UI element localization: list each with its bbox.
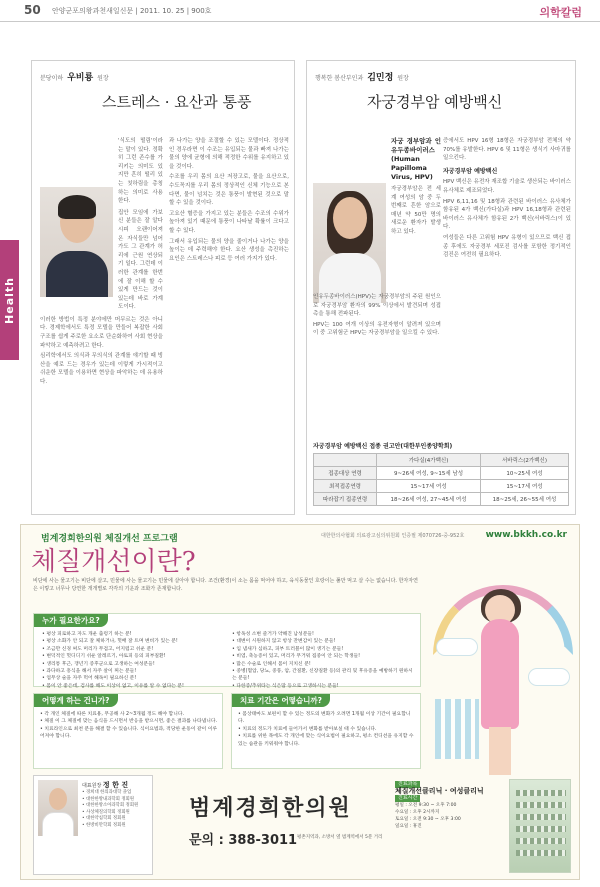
program-title: 범계경희한의원 체질개선 프로그램 <box>41 534 178 544</box>
list-item: • 대한한방내과학회 정회원 <box>82 796 135 802</box>
hours-line: 수요일 : 오후 2시까지 <box>395 810 440 815</box>
clinic-logo-block <box>159 783 389 865</box>
ad-registration: 대한한의사협회 의료광고심의위원회 인증필 제070726-중-952호 <box>321 533 465 539</box>
list-item: • 평상 피로하고 자도 개운 출렁기 하는 분! <box>42 632 132 637</box>
list-item: • 과다하고 흥식을 해서 자주 살이 찌는 분들! <box>42 669 137 675</box>
paragraph: 인유두종바이러스(HPV)는 자궁경부암의 주된 원인으로 자궁경부암 환자의 99% 이상에서 발견되며 성접촉을 통해 전파된다. <box>313 294 441 318</box>
list-item: • 비염, 축농증이 있고, 머리가 무거워 집중이 안 되는 학생들! <box>232 654 361 660</box>
box-heading: 어떻게 하는 건니가? <box>34 694 118 707</box>
hours-label: 진료과목 <box>395 781 420 788</box>
table-row: 최적접종연령 15~17세 여성 15~17세 여성 <box>314 480 569 493</box>
paragraph: '식도의 떨림'이라는 말이 있다. 정확히 그런 존수를 가리키는 의미도 있지만 흔히 떨리 있는 칫하림을 총칭하는 의미로 사용한다. <box>118 138 163 205</box>
who-list-left <box>42 631 220 690</box>
period-list <box>238 711 416 748</box>
box-heading: 누가 필요한가요? <box>34 614 108 627</box>
vaccine-table <box>313 441 569 506</box>
paragraph: 여성들은 다른 고위험 HPV 유형이 있으므로 백신 접종 후에도 자궁경부 세포진 검사를 포함한 정기적인 검진은 여전히 필요하다. <box>443 234 571 259</box>
clinic-hours <box>395 781 505 873</box>
list-item: • 경희대 한의과대학 졸업 <box>82 790 132 795</box>
list-item: • 한방비만학회 정회원 <box>82 822 126 828</box>
how-box <box>33 693 223 769</box>
list-item: • 많은 수술로 인해서 몸이 지치신 분! <box>232 661 311 667</box>
how-list <box>40 711 218 741</box>
health-side-tab <box>0 240 19 360</box>
paragraph: 과 나가는 양을 조절할 수 있는 모델이다. 정상적인 경우라면 이 수조는 유입되는 물과 빠져 나가는 물의 양에 균형에 의해 적정한 수위를 유지하고 있을 것이다. <box>169 138 289 170</box>
article-stress-gout <box>31 60 295 515</box>
list-item: • 다한증/추위타는 식은땀 등으로 고생하시는 분들! <box>232 683 339 689</box>
list-item: • 대변이 시원하지 않고 항상 잔변감이 있는 분들! <box>232 639 336 645</box>
paragraph: 그래서 유입되는 물의 양을 줄이거나 나가는 양을 높이는 데 주력해야 한다. 요산 생성을 촉진하는 요인은 스트레스나 피로 등 여러 가지가 있다. <box>169 238 289 262</box>
paragraph: 집안 모임에 가보신 분들은 잘 알다시피 오랜이어져 온 자식들만 넘어가도 그 관계가 허리에 근원 연상되기 일다. 그런데 이러한 관계를 한번에 잘 이해 할 수 있게 만드는 것이 있는데 바로 가계도이다. <box>118 209 163 311</box>
clinic-phone[interactable]: 문의 : 388-3011 <box>189 833 298 848</box>
byline: 분당이하 우비룡 원장 <box>40 73 109 83</box>
section-title: 의학칼럼 <box>539 6 582 19</box>
page-header <box>0 0 600 22</box>
list-item: • 조금만 신경 써도 머리가 무겁고, 어지럽고 쉬운 분! <box>42 646 154 652</box>
ad-headline: 체질개선이란? <box>31 547 196 577</box>
paragraph: 심리학에서도 의식과 무의식의 관계를 얘기할 때 빙산을 예로 드는 경우가 있는데 이렇게 가시적이고 쉬운한 모델을 이용하면 현상을 파악하는 데 유용하다. <box>40 353 163 386</box>
paragraph: HPV는 100 여개 이상의 유전자형이 알려져 있으며 이 중 고위험군 HPV는 자궁경부암을 일으킬 수 있다. <box>313 321 441 337</box>
article-column-right <box>443 137 571 437</box>
box-heading: 치료 기간은 어떻습니까? <box>232 694 330 707</box>
article-title: 스트레스 · 요산과 통풍 <box>102 93 252 111</box>
hours-line: 토요일 : 오전 9:30 ~ 오후 3:00 <box>395 817 461 822</box>
hours-line: 평일 : 오전 9:30 ~ 오후 7:00 <box>395 803 457 808</box>
sub-heading: 자궁경부암 예방백신 <box>443 167 498 175</box>
list-item: • 항독성 소변 즐거가 약해진 남성분들! <box>232 632 314 637</box>
who-list-right <box>232 631 416 690</box>
doctor-name: 대표원장 정 한 진 <box>82 781 129 789</box>
paragraph: 이러한 방법이 특정 분야에만 머무르는 것은 아니다. 경제학에서도 특정 모델을 만들어 복잡한 사회 구조를 쉽게 주로한 요소로 단순화하여 사회 현상을 파악하고 예측하려고 한다. <box>40 316 163 349</box>
paragraph: 고요산 혈증을 가지고 있는 분들은 수조의 수위가 높아져 있기 때문에 통풍이 나타날 확률이 크다고 할 수 있다. <box>169 210 289 234</box>
list-item: • 업무상 술을 자주 먹어 해독이 필요하신 분! <box>42 676 137 682</box>
list-item: • 각 개인 체질에 따른 치료용, 무공해 사 2~3개월 정도 해야 합니다. <box>40 712 184 717</box>
list-item: • 몸상태마도 보편이 할 수 있는 정도의 변화가 오려면 1개월 이상 기간이 필요합니다. <box>238 712 411 725</box>
doctor-profile <box>33 775 153 875</box>
doctor-photo <box>38 780 78 836</box>
article-column-right <box>169 137 289 512</box>
hours-title: 진료시간 <box>395 795 420 802</box>
hours-line: 일요일 : 휴진 <box>395 824 422 829</box>
clinic-name: 범계경희한의원 <box>189 795 352 821</box>
table-caption: 자궁경부암 예방백신 접종 권고안(대한부인종양학회) <box>313 443 453 450</box>
list-item: • 대한약침학회 정회원 <box>82 816 126 822</box>
decorative-bars <box>435 699 479 759</box>
cloud-graphic <box>437 639 477 655</box>
lead-heading: 자궁 경부암과 인유두종바이러스(Human Papilloma Virus, HPV) <box>391 137 441 181</box>
author-name: 우비룡 <box>67 73 94 83</box>
page-number: 50 <box>24 3 41 17</box>
table-row: 접종대상 연령 9~26세 여성, 9~15세 남성 10~25세 여성 <box>314 467 569 480</box>
list-item: • 변덕적인 헛디디기 쉬운 알레르기, 아토피 등의 피부질환! <box>42 654 166 660</box>
list-item: • 입 냄새가 심하고, 피부 트러블이 많이 생기는 분들! <box>232 646 344 652</box>
list-item: • 치료의 정도가 치료에 들어가서 변화를 받아보실 때 수 있습니다. <box>238 726 377 732</box>
list-item: • 치료라인으로 최천 분을 해결 할 수 있습니다. 식이요법과, 적당한 운동이 같이 이루어져야 합니다. <box>40 726 218 740</box>
period-box <box>231 693 421 769</box>
cloud-graphic <box>529 669 569 685</box>
vaccine-schedule-table <box>313 453 569 506</box>
clinic-advertisement <box>20 524 580 880</box>
article-column-left <box>313 137 441 437</box>
paragraph: HPV 백신은 유전자 재조합 기술로 생산되는 바이러스 유사체로 제조되었다. <box>443 179 571 194</box>
list-item: • 몸이 안 좋은데, 검사를 해도 이상이 없고, 이유를 알 수 없다는 분! <box>42 683 184 689</box>
paragraph: 자궁경부암은 전 세계 여성의 암 중 두 번째로 흔한 암으로 매년 약 50만 명의 새로운 환자가 발생하고 있다. <box>391 186 441 235</box>
paragraph: 수조를 우리 몸의 요산 저장고로, 물을 요산으로, 수도꼭지를 우리 몸의 정상적인 신체 기능으로 본다면, 물이 넘치는 것은 통풍이 발현된 것으로 말할 수 있을 것이다. <box>169 174 289 207</box>
list-item: • 중병(혈압, 당뇨, 중풍, 암, 간질환, 신장질환 등)의 관리 및 후유증을 예방하기 원하시는 분들! <box>232 669 413 682</box>
article-title: 자궁경부암 예방백신 <box>367 93 503 111</box>
byline: 행복한 봄산부인과 김민정 원장 <box>315 73 409 83</box>
side-tab-label: Health <box>3 276 17 324</box>
list-item: • 사상체질의학회 정회원 <box>82 809 130 815</box>
table-header-row: 가다실(4가백신) 서바릭스(2가백신) <box>314 454 569 467</box>
list-item: • 체질 이 그 체질에 맞는 음식을 드시면서 반응을 받으시면, 좋은 결과를 나타냅니다. <box>40 719 218 725</box>
table-row: 따라잡기 접종연령 18~26세 여성, 27~45세 여성 18~25세, 26~55세 여성 <box>314 493 569 506</box>
who-needs-box <box>33 613 421 687</box>
list-item: • 대한한방소아과학회 정회원 <box>82 803 139 809</box>
author-name: 김민정 <box>367 73 394 83</box>
paragraph: HPV 6,11,16 및 18형과 관련된 바이러스 유사체가 함유된 4가 백신(가다실)과 HPV 16,18형과 관련된 바이러스 유사체가 함유된 2가 백신(서바릭스)이 있다. <box>443 198 571 231</box>
article-column-left <box>40 137 163 512</box>
paragraph: 증에서도 HPV 16형 18형은 자궁경부암 전체의 약 70%를 유발한다. HPV 6 및 11형은 생식기 사마귀를 일으킨다. <box>443 138 571 162</box>
clinic-building-photo <box>509 779 571 873</box>
clinic-address: 평촌지역과, 소방서 옆 범계역에서 5분 거리 <box>297 835 383 840</box>
clinic-url[interactable]: www.bkkh.co.kr <box>485 530 567 540</box>
illustration <box>429 579 577 789</box>
paper-info: 안양군포의왕과천새일신문 | 2011. 10. 25 | 900호 <box>52 7 212 15</box>
list-item: • 평상 소화가 안 되고 잘 체하거나, 헛배 잘 트며 변비가 있는 분! <box>42 639 178 645</box>
list-item: • 생리통 후근, 갱년기 증후군으로 고생하는 여성분들! <box>42 661 155 667</box>
clinic-subtitle: 체질개선클리닉 · 여성클리닉 <box>395 787 484 795</box>
list-item: • 치료를 위한 목에도 각 개인에 맞는 식이요법이 필요하고, 평소 컨디션을 유지할 수 있는 습관을 키워줘야 합니다. <box>238 734 414 747</box>
doctor-credentials <box>82 790 152 830</box>
article-cervical-vaccine <box>306 60 576 515</box>
ad-intro: 비단에 사는 물고기는 비단에 살고, 민물에 사는 물고기는 민물에 살아야 합니다. 조건(환경)이 소는 몸을 먹어야 하고, 육식동물인 호랑이는 풀만 먹고 살 수는 없습니다. 한자자연은 이렇고 너무나 당연한 개개별로 각각의 기운과 조화가 존재합니다. <box>33 578 418 592</box>
